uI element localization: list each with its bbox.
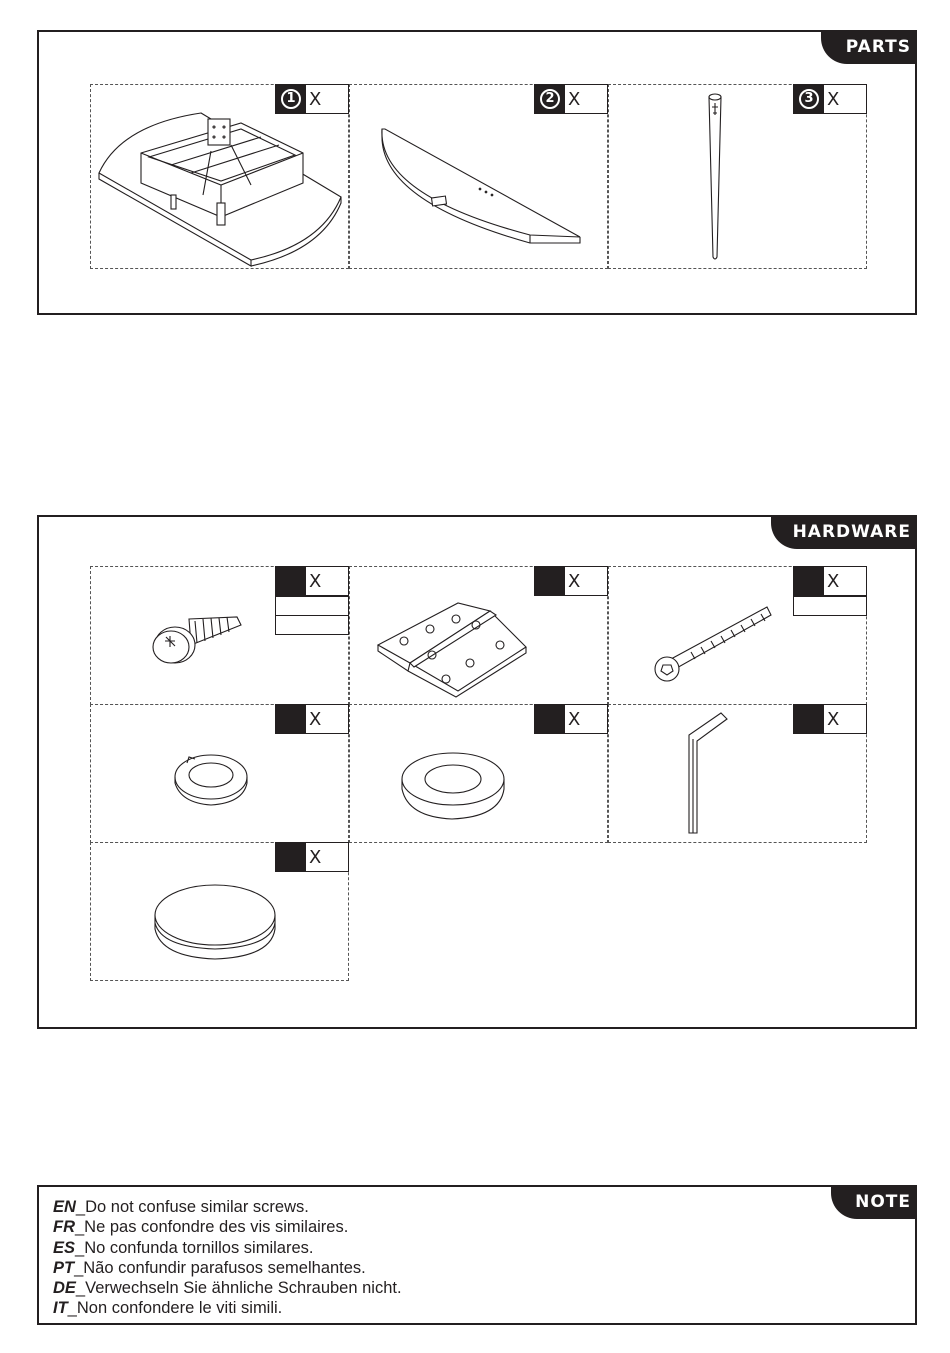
tabletop-frame-icon bbox=[91, 85, 350, 270]
note-text bbox=[53, 1197, 402, 1319]
spring-washer-icon bbox=[91, 705, 350, 844]
hardware-qty-4: X bbox=[309, 708, 322, 730]
hardware-qty-7: X bbox=[309, 846, 322, 868]
hardware-panel bbox=[37, 515, 917, 1029]
wood-screw-icon bbox=[91, 567, 350, 706]
part-number-3: 3 bbox=[799, 89, 819, 109]
hardware-tab bbox=[771, 515, 917, 549]
hardware-tab-label: HARDWARE bbox=[792, 522, 911, 542]
part-qty-2: X bbox=[568, 88, 581, 110]
hinge-icon bbox=[350, 567, 609, 706]
hardware-qty-5: X bbox=[568, 708, 581, 730]
hardware-cell-6 bbox=[608, 704, 867, 843]
hardware-qty-1: X bbox=[309, 570, 322, 592]
note-line-de: DE_Verwechseln Sie ähnliche Schrauben nicht. bbox=[53, 1279, 402, 1298]
note-line-it: IT_Non confondere le viti simili. bbox=[53, 1299, 283, 1318]
hardware-cell-1 bbox=[90, 566, 349, 705]
half-round-shelf-icon bbox=[350, 85, 609, 270]
hardware-cell-4 bbox=[90, 704, 349, 843]
hardware-cell-7 bbox=[90, 842, 349, 981]
hardware-cell-3 bbox=[608, 566, 867, 705]
note-line-en: EN_Do not confuse similar screws. bbox=[53, 1198, 309, 1216]
part-number-2: 2 bbox=[540, 89, 560, 109]
parts-tab-label: PARTS bbox=[845, 37, 911, 57]
hardware-qty-6: X bbox=[827, 708, 840, 730]
note-line-pt: PT_Não confundir parafusos semelhantes. bbox=[53, 1258, 366, 1277]
part-qty-1: X bbox=[309, 88, 322, 110]
hardware-cell-2 bbox=[349, 566, 608, 705]
parts-tab bbox=[821, 30, 917, 64]
felt-pad-icon bbox=[91, 843, 350, 982]
note-tab bbox=[831, 1185, 917, 1219]
part-cell-2 bbox=[349, 84, 608, 269]
note-line-fr: FR_Ne pas confondre des vis similaires. bbox=[53, 1218, 349, 1237]
flat-washer-icon bbox=[350, 705, 609, 844]
hardware-qty-2: X bbox=[568, 570, 581, 592]
allen-key-icon bbox=[609, 705, 868, 844]
note-tab-label: NOTE bbox=[855, 1192, 911, 1212]
note-panel bbox=[37, 1185, 917, 1325]
note-line-es: ES_No confunda tornillos similares. bbox=[53, 1238, 314, 1257]
hex-bolt-icon bbox=[609, 567, 868, 706]
part-number-1: 1 bbox=[281, 89, 301, 109]
tapered-leg-icon bbox=[609, 85, 868, 270]
parts-panel bbox=[37, 30, 917, 315]
part-qty-3: X bbox=[827, 88, 840, 110]
part-cell-3 bbox=[608, 84, 867, 269]
part-cell-1 bbox=[90, 84, 349, 269]
hardware-qty-3: X bbox=[827, 570, 840, 592]
hardware-cell-5 bbox=[349, 704, 608, 843]
